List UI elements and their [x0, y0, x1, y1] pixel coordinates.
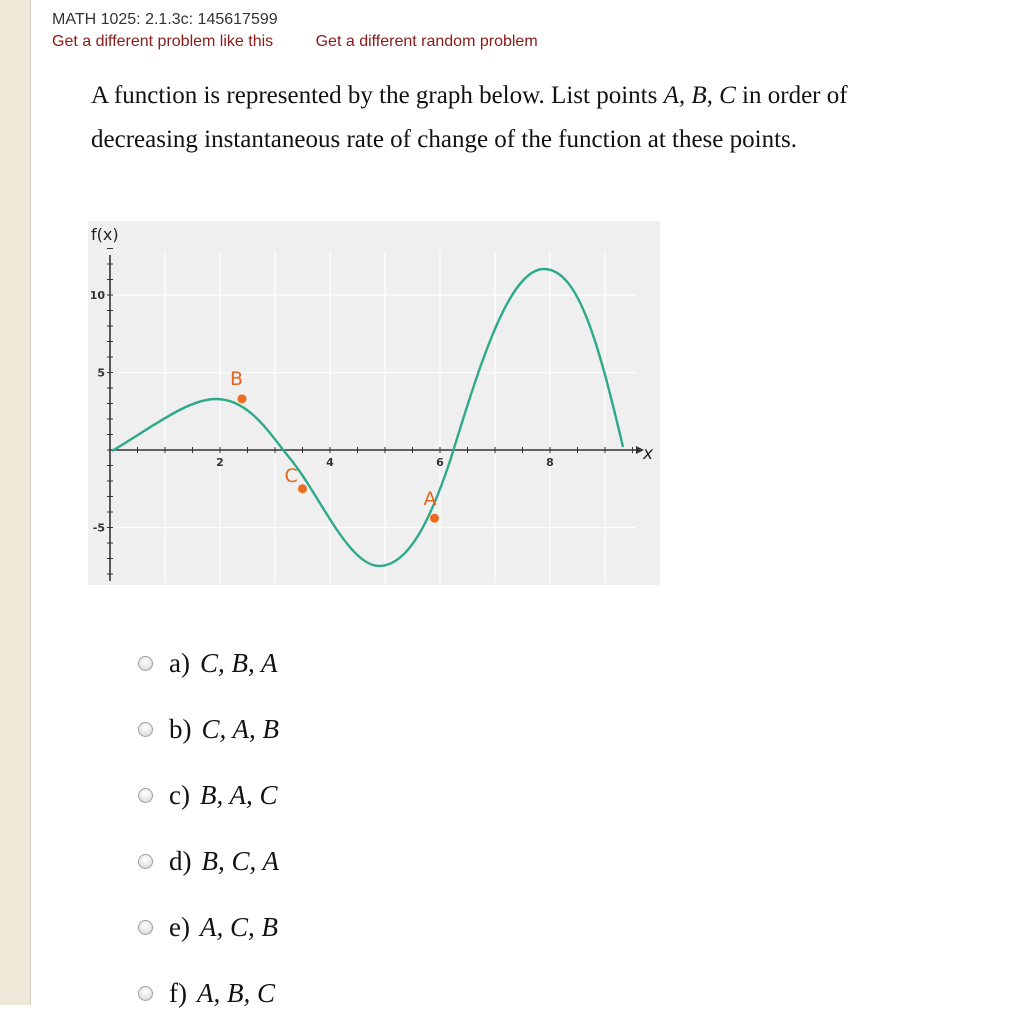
choice-letter: e) [169, 911, 190, 942]
choice-letter: b) [169, 713, 192, 744]
y-axis-label: f(x) [91, 225, 119, 244]
question-text-part-2: in order of decreasing instantaneous rate of change of the function at these points. [91, 82, 848, 153]
question-variables: A, B, C [663, 82, 736, 109]
different-problem-like-this-link[interactable]: Get a different problem like this [52, 33, 274, 50]
left-rail [0, 0, 31, 1005]
choice-e[interactable] [138, 894, 538, 960]
graph-background [88, 221, 660, 585]
choice-letter: c) [169, 779, 190, 810]
choice-b[interactable] [138, 696, 538, 762]
choice-c[interactable] [138, 762, 538, 828]
choice-a[interactable] [138, 630, 538, 696]
x-tick-label: 4 [326, 456, 334, 469]
radio-button[interactable] [138, 656, 153, 671]
choice-letter: d) [169, 845, 192, 876]
point-a [430, 514, 439, 523]
choice-text: B, C, A [201, 845, 280, 876]
different-random-problem-link[interactable]: Get a different random problem [315, 33, 538, 50]
choice-text: A, B, C [196, 977, 275, 1008]
radio-button[interactable] [138, 788, 153, 803]
answer-choices [138, 630, 538, 1026]
point-label-b: B [230, 367, 244, 390]
function-graph [88, 221, 660, 585]
radio-button[interactable] [138, 986, 153, 1001]
choice-f[interactable] [138, 960, 538, 1026]
function-graph-svg [88, 221, 660, 585]
question-text-part-1: A function is represented by the graph below. List points [91, 82, 664, 109]
y-tick-label: 5 [97, 366, 105, 380]
problem-links [52, 32, 952, 52]
choice-text: C, B, A [199, 647, 278, 678]
x-tick-label: 6 [436, 456, 444, 469]
radio-button[interactable] [138, 722, 153, 737]
problem-header [52, 10, 952, 52]
choice-letter: a) [169, 647, 190, 678]
x-tick-label: 8 [546, 456, 554, 469]
point-c [298, 484, 307, 493]
question-text [91, 74, 911, 162]
choice-letter: f) [169, 977, 187, 1008]
problem-id: MATH 1025: 2.1.3c: 145617599 [52, 11, 278, 28]
y-tick-label: -5 [92, 521, 105, 535]
y-tick-label: 10 [89, 289, 105, 302]
point-b [238, 394, 247, 403]
choice-text: B, A, C [199, 779, 278, 810]
point-label-c: C [284, 464, 298, 487]
x-axis-label: x [643, 444, 654, 464]
radio-button[interactable] [138, 920, 153, 935]
choice-d[interactable] [138, 828, 538, 894]
choice-text: C, A, B [201, 713, 280, 744]
point-label-a: A [423, 488, 437, 511]
choice-text: A, C, B [199, 911, 278, 942]
radio-button[interactable] [138, 854, 153, 869]
x-tick-label: 2 [216, 456, 224, 469]
